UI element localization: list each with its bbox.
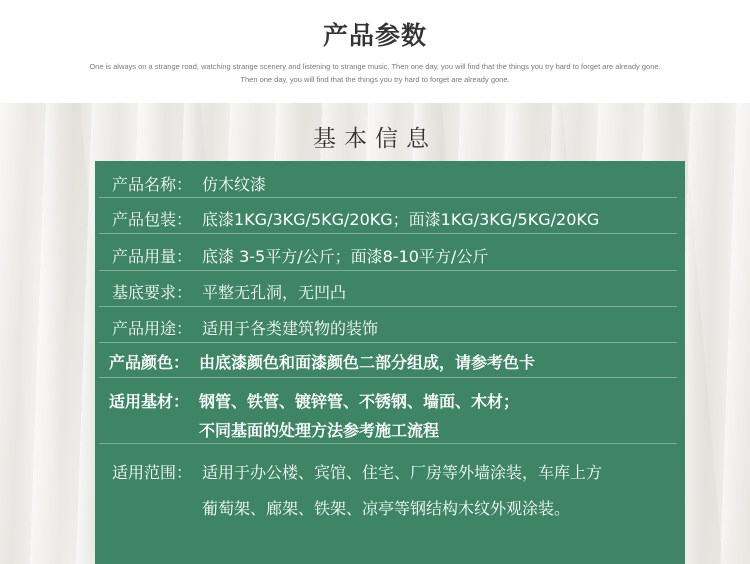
spec-row-color — [95, 343, 685, 377]
spec-label: 基底要求： — [112, 283, 193, 302]
spec-panel — [95, 161, 685, 564]
spec-label: 产品用途： — [112, 319, 193, 338]
spec-value: 底漆 3-5平方/公斤；面漆8-10平方/公斤 — [202, 247, 489, 266]
spec-value: 平整无孔洞，无凹凸 — [202, 283, 347, 302]
spec-row-purpose — [95, 307, 685, 342]
page-title: 产品参数 — [322, 21, 427, 50]
spec-row-scope — [95, 444, 685, 564]
spec-label: 适用基材： — [109, 392, 190, 411]
spec-value-line-2: 葡萄架、廊架、铁架、凉亭等钢结构木纹外观涂装。 — [202, 499, 571, 518]
spec-value-line-2: 不同基面的处理方法参考施工流程 — [199, 421, 440, 440]
spec-label: 产品名称： — [112, 175, 193, 194]
spec-value: 适用于办公楼、宾馆、住宅、厂房等外墙涂装，车库上方 — [202, 463, 603, 482]
spec-value: 钢管、铁管、镀锌管、不锈钢、墙面、木材； — [199, 392, 520, 411]
spec-row-substrate-requirement — [95, 271, 685, 306]
spec-row-usage — [95, 234, 685, 270]
page-subtitle-line-2: Then one day, you will find that the things you try hard to forget are already gone. — [240, 75, 510, 84]
spec-value: 由底漆颜色和面漆颜色二部分组成，请参考色卡 — [199, 353, 536, 372]
spec-row-substrate — [95, 378, 685, 441]
spec-label: 产品用量： — [112, 247, 193, 266]
spec-value: 仿木纹漆 — [202, 175, 267, 194]
page-subtitle-line-1: One is always on a strange road, watching strange scenery and listening to strange music. Then one day, you will find that the things you try hard to forget are already gone. — [89, 62, 661, 71]
spec-value: 底漆1KG/3KG/5KG/20KG；面漆1KG/3KG/5KG/20KG — [202, 210, 600, 229]
spec-label: 产品包装： — [112, 210, 193, 229]
spec-label: 产品颜色： — [109, 353, 190, 372]
spec-value: 适用于各类建筑物的装饰 — [202, 319, 379, 338]
page-header — [0, 0, 750, 103]
spec-row-packaging — [95, 198, 685, 233]
section-title: 基本信息 — [313, 126, 437, 152]
spec-row-name — [95, 161, 685, 197]
spec-label: 适用范围： — [112, 463, 193, 482]
